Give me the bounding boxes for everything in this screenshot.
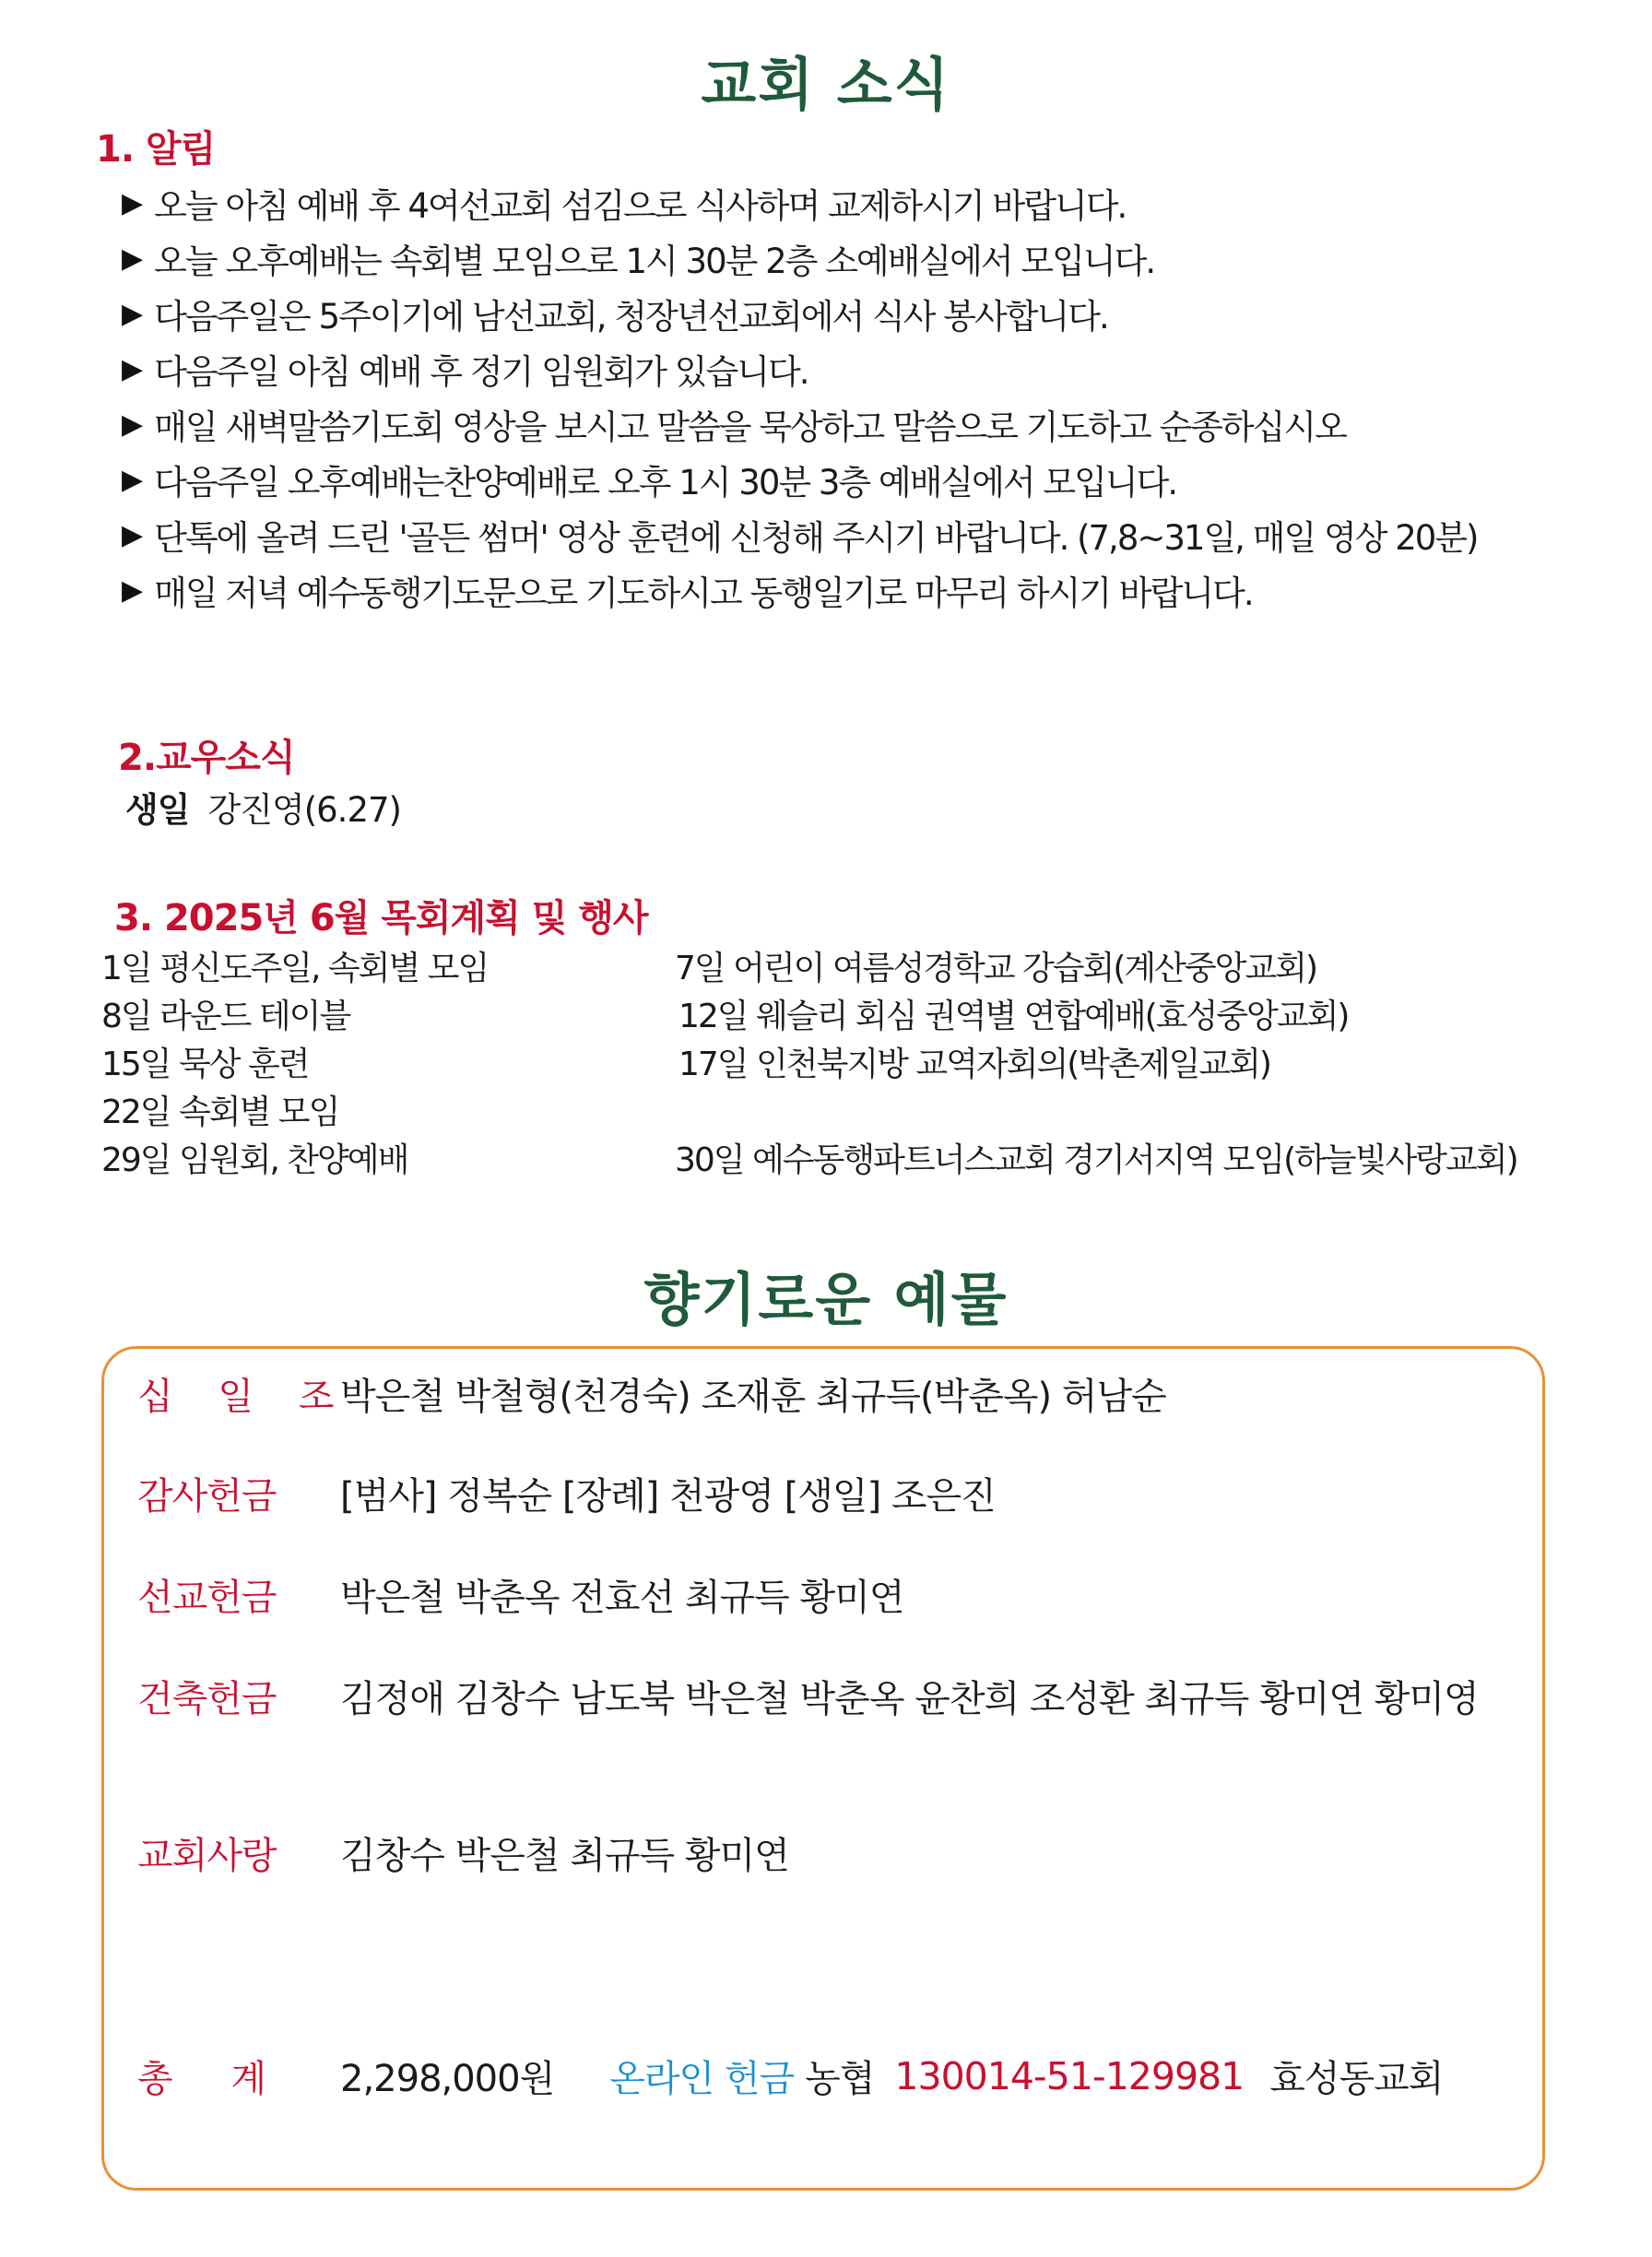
schedule-right-item: 30일 예수동행파트너스교회 경기서지역 모임(하늘빛사랑교회) — [675, 1141, 1517, 1179]
building-label: 건축헌금 — [137, 1678, 277, 1720]
schedule-left-item: 29일 임원회, 찬양예배 — [101, 1141, 408, 1179]
triangle-right-icon: ▶ — [122, 518, 142, 551]
notice-text: 다음주일 아침 예배 후 정기 임원회가 있습니다. — [154, 352, 808, 392]
notice-text: 오늘 오후예배는 속회별 모임으로 1시 30분 2층 소예배실에서 모입니다. — [154, 242, 1155, 281]
building-names: 김정애 김창수 남도북 박은철 박춘옥 윤찬희 조성환 최규득 황미연 황미영 — [340, 1678, 1479, 1720]
tithe-label: 십 일 조 — [137, 1376, 351, 1418]
schedule-left-item: 8일 라운드 테이블 — [101, 998, 350, 1035]
notices-heading: 1. 알림 — [96, 128, 216, 171]
building-row — [137, 1670, 1479, 1722]
offering-box — [101, 1346, 1545, 2191]
love-label: 교회사랑 — [137, 1835, 277, 1877]
thanks-row — [137, 1467, 996, 1519]
triangle-right-icon: ▶ — [122, 463, 142, 496]
notice-item — [122, 175, 1477, 230]
triangle-right-icon: ▶ — [122, 573, 142, 607]
notice-text: 매일 저녁 예수동행기도문으로 기도하시고 동행일기로 마무리 하시기 바랍니다. — [154, 573, 1253, 613]
total-label: 총 계 — [137, 2058, 266, 2100]
schedule-right-item: 12일 웨슬리 회심 권역별 연합예배(효성중앙교회) — [678, 998, 1349, 1035]
mission-label: 선교헌금 — [137, 1577, 277, 1619]
triangle-right-icon: ▶ — [122, 186, 142, 219]
triangle-right-icon: ▶ — [122, 297, 142, 330]
tithe-row — [137, 1367, 1166, 1420]
schedule-left-item: 22일 속회별 모임 — [101, 1093, 339, 1131]
notice-item — [122, 341, 1477, 396]
notice-text: 단톡에 올려 드린 '골든 썸머' 영상 훈련에 신청해 주시기 바랍니다. (7,8~31일, 매일 영상 20분) — [154, 518, 1478, 558]
triangle-right-icon: ▶ — [122, 242, 142, 275]
tithe-names: 박은철 박철형(천경숙) 조재훈 최규득(박춘옥) 허남순 — [340, 1376, 1166, 1418]
offering-title: 향기로운 예물 — [643, 1266, 1009, 1333]
notice-item — [122, 286, 1477, 341]
notice-text: 다음주일은 5주이기에 남선교회, 청장년선교회에서 식사 봉사합니다. — [154, 297, 1108, 337]
notices-list — [122, 175, 1477, 618]
schedule-right-item: 7일 어린이 여름성경학교 강습회(계산중앙교회) — [675, 950, 1317, 987]
mission-names: 박은철 박춘옥 전효선 최규득 황미연 — [340, 1577, 904, 1619]
total-amount: 2,298,000원 — [340, 2058, 555, 2100]
bank-name: 농협 — [805, 2058, 875, 2100]
members-heading: 2.교우소식 — [118, 737, 295, 779]
thanks-names: [범사] 정복순 [장례] 천광영 [생일] 조은진 — [340, 1475, 996, 1518]
triangle-right-icon: ▶ — [122, 352, 142, 385]
triangle-right-icon: ▶ — [122, 408, 142, 441]
notice-text: 다음주일 오후예배는찬양예배로 오후 1시 30분 3층 예배실에서 모입니다. — [154, 463, 1177, 502]
notice-text: 오늘 아침 예배 후 4여선교회 섬김으로 식사하며 교제하시기 바랍니다. — [154, 186, 1127, 226]
mission-row — [137, 1568, 903, 1621]
schedule-left-item: 1일 평신도주일, 속회별 모임 — [101, 950, 489, 987]
news-title: 교회 소식 — [701, 51, 951, 118]
love-names: 김창수 박은철 최규득 황미연 — [340, 1835, 789, 1877]
online-offering-label: 온라인 헌금 — [609, 2058, 795, 2100]
notice-item — [122, 230, 1477, 286]
schedule-left-item: 15일 묵상 훈련 — [101, 1046, 309, 1083]
notice-text: 매일 새벽말씀기도회 영상을 보시고 말씀을 묵상하고 말씀으로 기도하고 순종하십시오 — [154, 408, 1346, 447]
notice-item — [122, 507, 1477, 562]
schedule-right-item: 17일 인천북지방 교역자회의(박촌제일교회) — [678, 1046, 1270, 1083]
account-number: 130014-51-129981 — [894, 2053, 1245, 2098]
total-row — [137, 2050, 1443, 2102]
notice-item — [122, 396, 1477, 452]
account-holder: 효성동교회 — [1269, 2058, 1444, 2100]
notice-item — [122, 452, 1477, 507]
thanks-label: 감사헌금 — [137, 1475, 277, 1518]
love-row — [137, 1826, 789, 1879]
birthday-label: 생일 — [125, 790, 190, 830]
birthday-value: 강진영(6.27) — [207, 790, 401, 830]
schedule-heading: 3. 2025년 6월 목회계획 및 행사 — [114, 897, 648, 939]
birthday-line — [125, 782, 401, 832]
notice-item — [122, 562, 1477, 618]
